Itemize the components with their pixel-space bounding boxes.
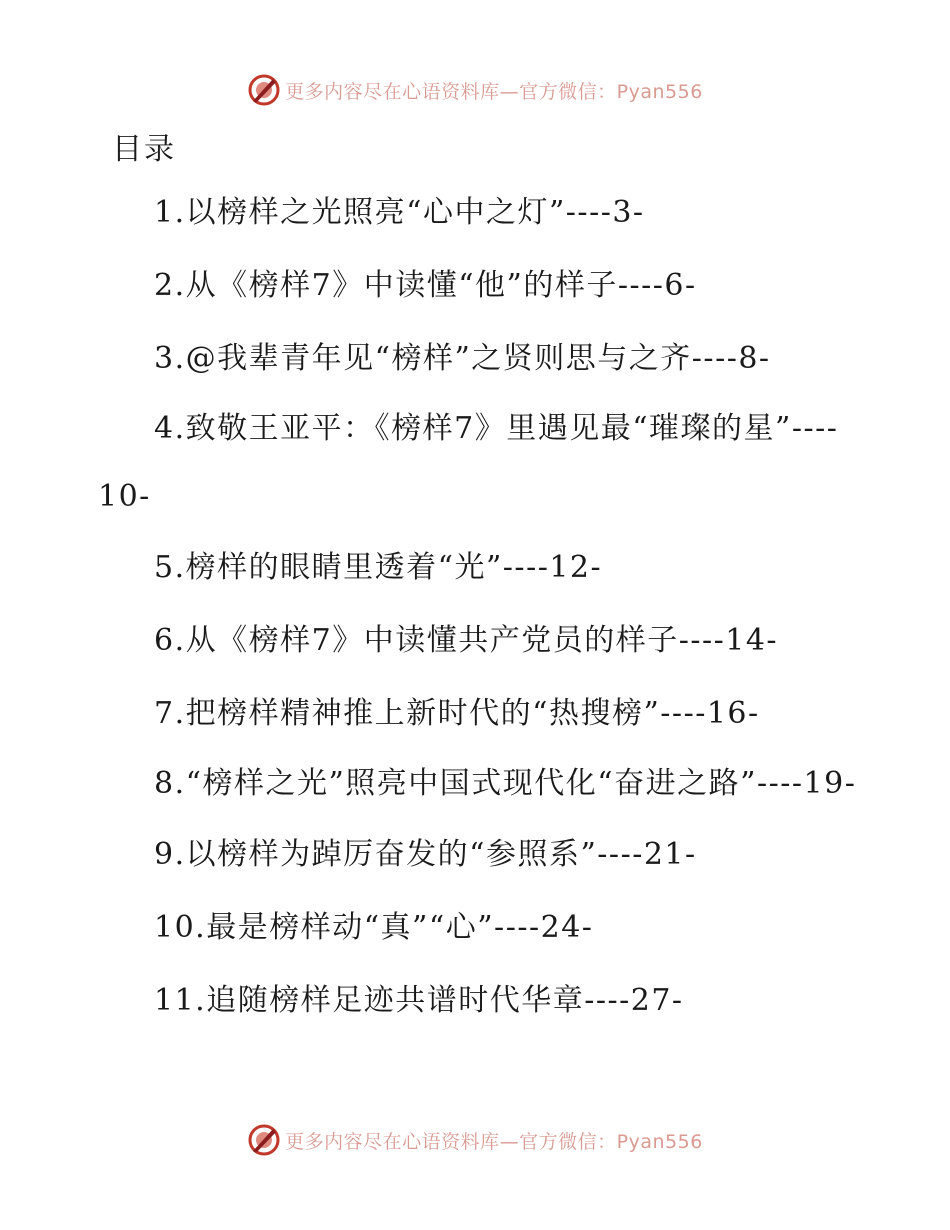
watermark-text: 更多内容尽在心语资料库—官方微信：Pyan556 (285, 1130, 703, 1153)
toc-entry-8: 8.“榜样之光”照亮中国式现代化“奋进之路”----19- (154, 766, 857, 801)
quill-seal-icon (247, 1123, 281, 1157)
toc-entry-11: 11.追随榜样足迹共谱时代华章----27- (154, 983, 684, 1018)
toc-entry-1: 1.以榜样之光照亮“心中之灯”----3- (154, 195, 645, 230)
toc-entry-9: 9.以榜样为踔厉奋发的“参照系”----21- (154, 837, 697, 872)
footer-watermark (0, 1120, 950, 1160)
watermark-text: 更多内容尽在心语资料库—官方微信：Pyan556 (285, 80, 703, 103)
toc-entry-3: 3.@我辈青年见“榜样”之贤则思与之齐----8- (154, 341, 771, 376)
header-watermark (0, 70, 950, 110)
toc-entry-10: 10.最是榜样动“真”“心”----24- (154, 910, 594, 945)
toc-entry-4: 4.致敬王亚平：《榜样7》里遇见最“璀璨的星”----10- (98, 411, 839, 514)
toc-entry-7: 7.把榜样精神推上新时代的“热搜榜”----16- (154, 696, 760, 731)
toc-list (98, 176, 858, 1037)
quill-seal-icon (247, 73, 281, 107)
toc-entry-2: 2.从《榜样7》中读懂“他”的样子----6- (154, 268, 697, 303)
toc-entry-6: 6.从《榜样7》中读懂共产党员的样子----14- (154, 623, 779, 658)
toc-title: 目录 (112, 132, 176, 167)
toc-entry-5: 5.榜样的眼睛里透着“光”----12- (154, 550, 603, 585)
